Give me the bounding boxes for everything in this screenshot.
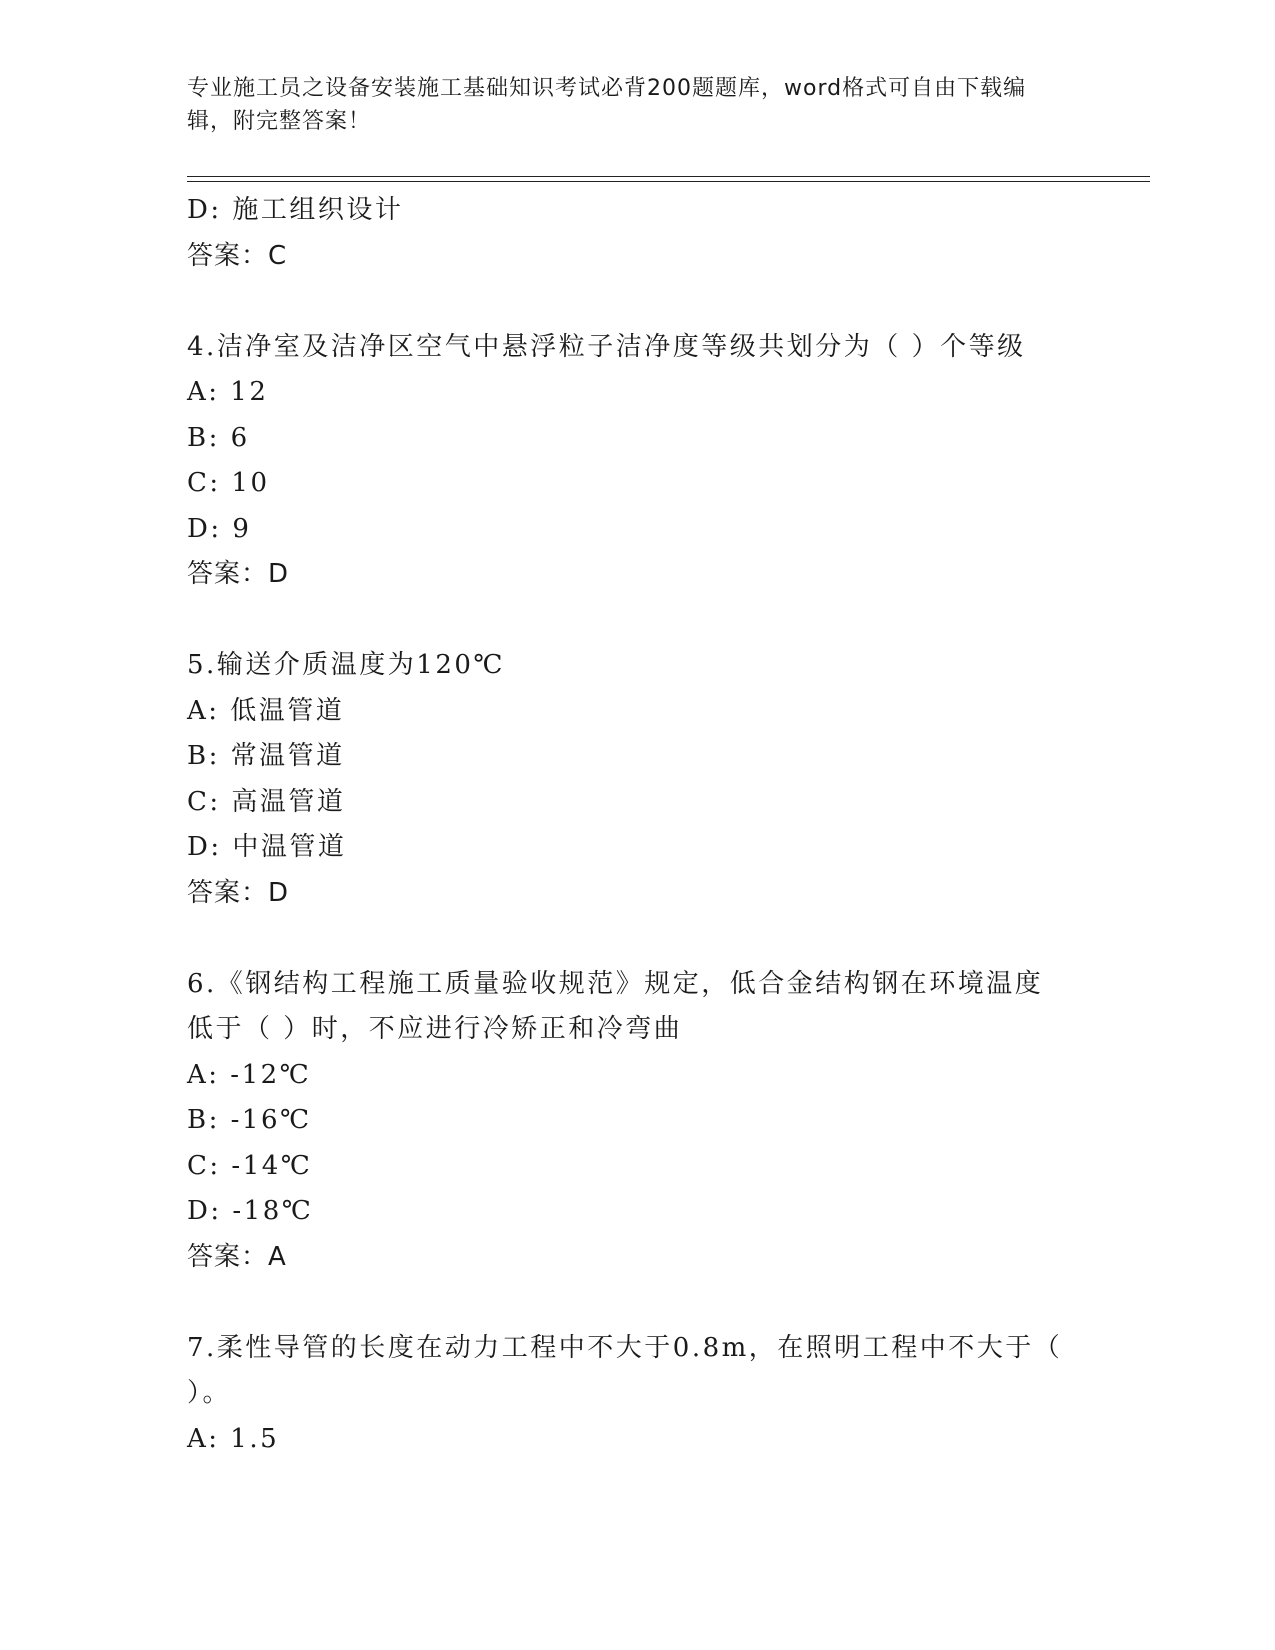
answer-text: 答案：D	[187, 877, 290, 908]
option-b: B: 常温管道	[187, 741, 345, 771]
option-a: A: 12	[187, 377, 269, 407]
question-block-6	[187, 962, 1087, 1281]
option-d: D: -18℃	[187, 1196, 314, 1226]
question-text: 7.柔性导管的长度在动力工程中不大于0.8m，在照明工程中不大于（ ）。	[187, 1332, 1063, 1408]
answer-text: 答案：C	[187, 240, 288, 271]
answer-text: 答案：D	[187, 559, 290, 589]
option-d: D: 9	[187, 513, 252, 544]
header-divider-top	[187, 176, 1150, 177]
question-block-prev	[187, 188, 1087, 279]
option-a: A: 1.5	[187, 1423, 280, 1454]
question-block-4	[187, 325, 1087, 598]
option-c: C: 10	[187, 468, 270, 498]
question-text: 5.输送介质温度为120℃	[187, 650, 506, 680]
option-d: D: 中温管道	[187, 832, 347, 862]
option-d: D: 施工组织设计	[187, 195, 404, 225]
document-header: 专业施工员之设备安装施工基础知识考试必背200题题库，word格式可自由下载编辑，附完整答案！	[187, 76, 1027, 134]
option-a: A: -12℃	[187, 1059, 312, 1090]
option-b: B: 6	[187, 422, 250, 453]
question-text: 6.《钢结构工程施工质量验收规范》规定，低合金结构钢在环境温度低于（ ）时，不应进行冷矫正和冷弯曲	[187, 968, 1044, 1044]
option-c: C: 高温管道	[187, 786, 346, 817]
option-c: C: -14℃	[187, 1150, 313, 1181]
question-text: 4.洁净室及洁净区空气中悬浮粒子洁净度等级共划分为（ ）个等级	[187, 331, 1026, 362]
header-divider-bottom	[187, 181, 1150, 182]
option-a: A: 低温管道	[187, 695, 345, 726]
answer-text: 答案：A	[187, 1241, 287, 1272]
question-list	[187, 188, 1087, 1462]
question-block-5	[187, 643, 1087, 916]
question-block-7	[187, 1326, 1087, 1463]
option-b: B: -16℃	[187, 1105, 312, 1135]
